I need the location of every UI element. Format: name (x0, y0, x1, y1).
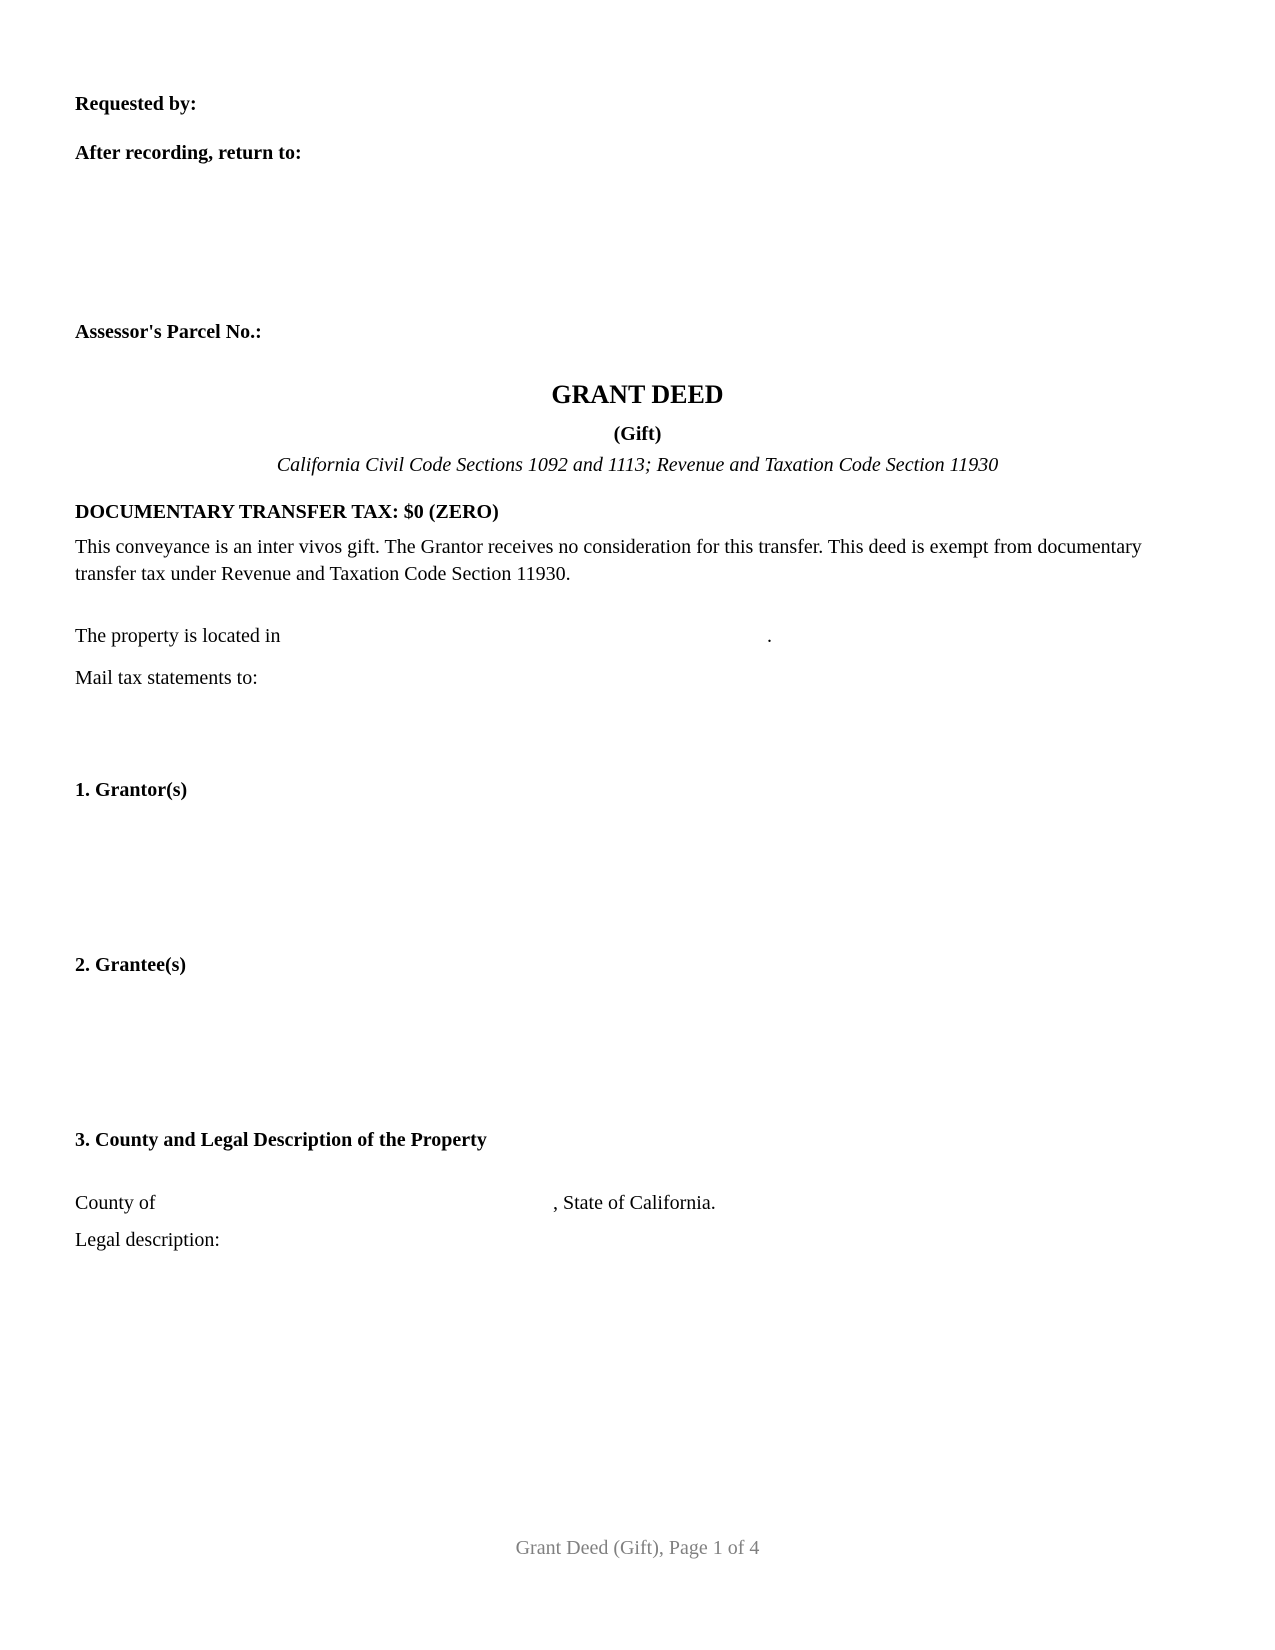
apn-label: Assessor's Parcel No.: (75, 321, 262, 343)
legal-description-label: Legal description: (75, 1229, 220, 1251)
county-legal-heading: 3. County and Legal Description of the Property (75, 1129, 487, 1151)
statute-citation: California Civil Code Sections 1092 and 1113; Revenue and Taxation Code Section 11930 (276, 454, 999, 476)
document-subtitle: (Gift) (613, 423, 662, 445)
property-location-period: . (767, 625, 772, 647)
grantee-heading: 2. Grantee(s) (75, 954, 187, 976)
county-state-suffix: , State of California. (553, 1192, 716, 1214)
transfer-tax-body: This conveyance is an inter vivos gift. The Grantor receives no consideration for this transfer. This deed is exempt from documentary transfer tax under Revenue and Taxation Code Section 11930. (75, 536, 1142, 585)
grantor-heading: 1. Grantor(s) (75, 779, 188, 801)
requested-by-label: Requested by: (75, 93, 197, 115)
return-to-label: After recording, return to: (75, 142, 302, 164)
document-title: GRANT DEED (551, 380, 724, 409)
transfer-tax-heading: DOCUMENTARY TRANSFER TAX: $0 (ZERO) (75, 501, 499, 523)
property-location-label: The property is located in (75, 625, 281, 647)
page-footer: Grant Deed (Gift), Page 1 of 4 (515, 1537, 760, 1559)
county-label: County of (75, 1192, 156, 1214)
mail-tax-label: Mail tax statements to: (75, 667, 258, 689)
